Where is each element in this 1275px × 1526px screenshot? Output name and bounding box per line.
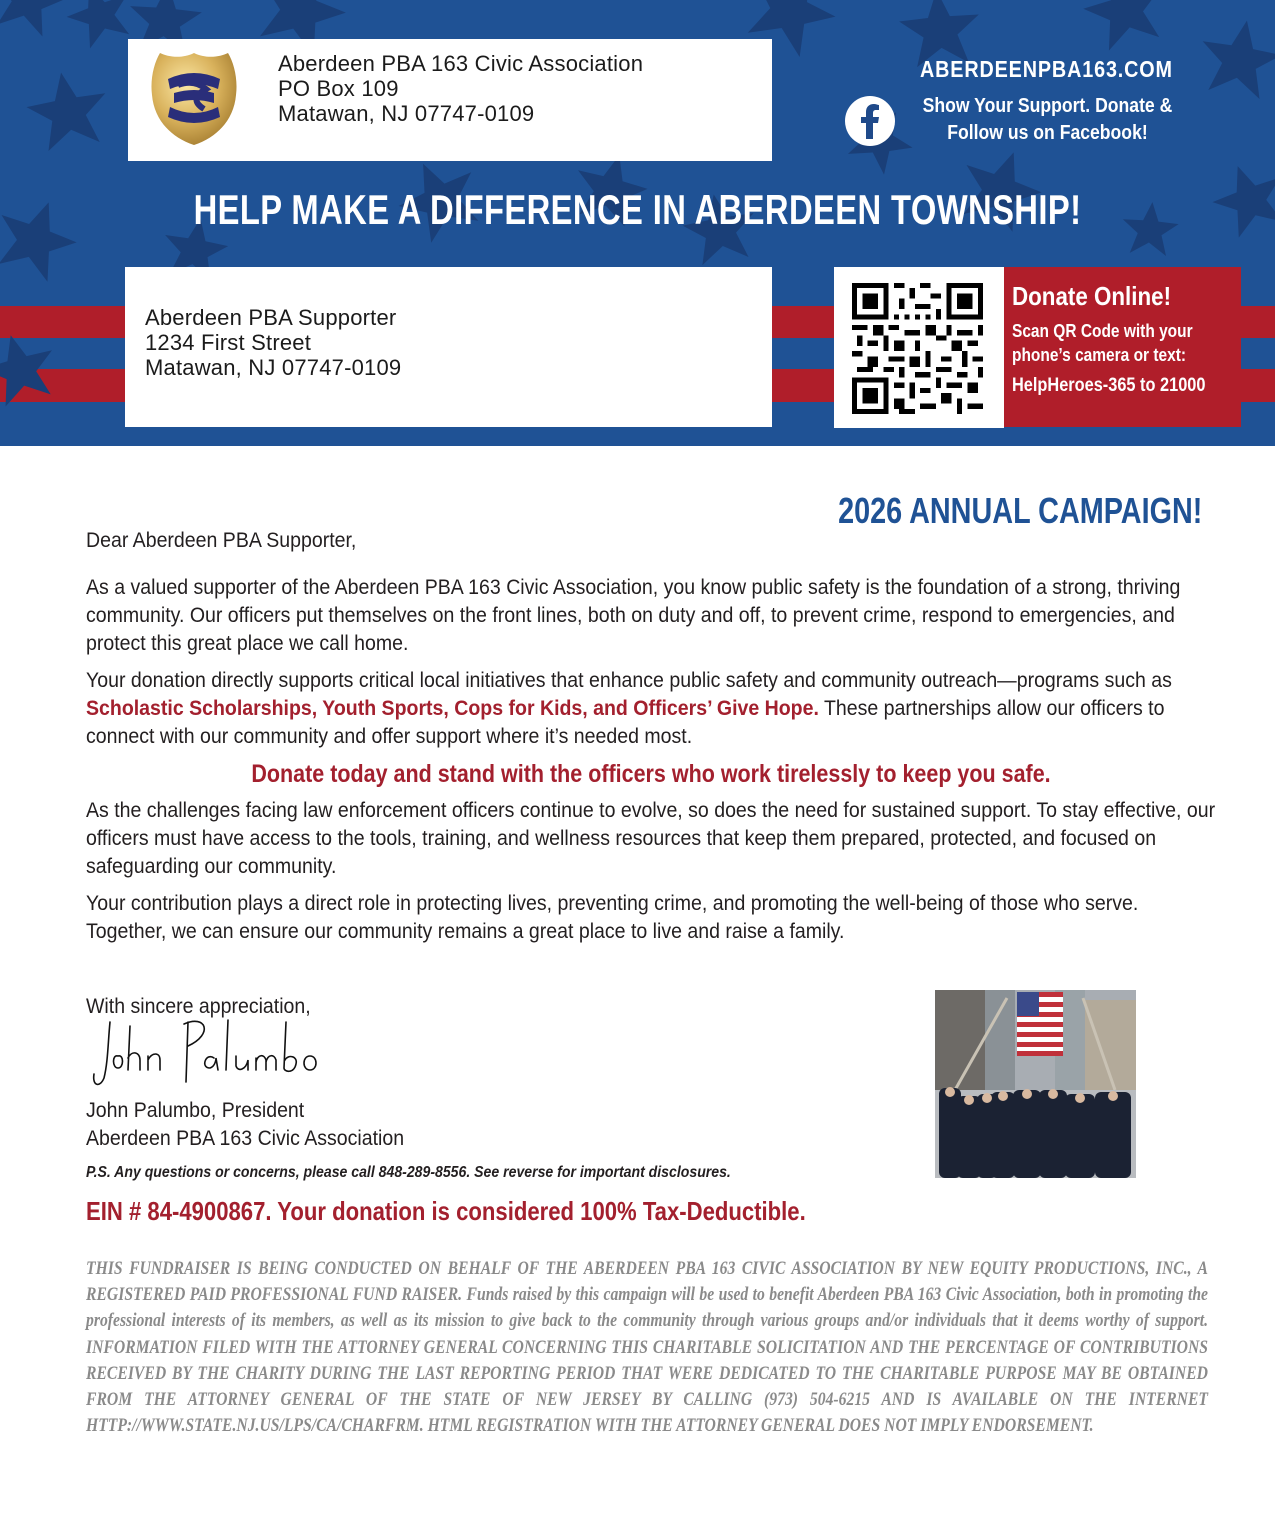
- ein-tax-notice: EIN # 84-4900867. Your donation is considered 100% Tax-Deductible.: [86, 1196, 806, 1226]
- paragraph-2-outro: These partnerships allow our officers to connect with our community and offer support where it’s needed most.: [86, 697, 1165, 748]
- return-address-line1: Aberdeen PBA 163 Civic Association: [278, 51, 644, 76]
- facebook-cta-line1: Show Your Support. Donate &: [922, 95, 1173, 117]
- text-to-donate-code: HelpHeroes-365 to 21000: [1012, 375, 1206, 396]
- american-flag-icon: [1017, 992, 1063, 1056]
- signer-name: John Palumbo, President: [86, 1099, 305, 1122]
- recipient-address-line1: Aberdeen PBA Supporter: [145, 305, 397, 330]
- paragraph-2: [86, 667, 1216, 751]
- salutation: Dear Aberdeen PBA Supporter,: [86, 529, 357, 552]
- recipient-address-box: [125, 267, 772, 427]
- officers-with-flag-photo: [935, 990, 1136, 1178]
- facebook-icon[interactable]: [842, 93, 898, 149]
- letter-body: [86, 527, 1216, 955]
- legal-disclosure: THIS FUNDRAISER IS BEING CONDUCTED ON BEHALF OF THE ABERDEEN PBA 163 CIVIC ASSOCIATION BY NEW EQUITY PRODUCTIONS, INC., A REGISTERED PAID PROFESSIONAL FUND RAISER. Funds raised by this campaign will be used to benefit Aberdeen PBA 163 Civic Association, both in promoting the professional interests of its members, as well as its mission to give back to the community through various groups and/or individuals that it deems worthy of support. INFORMATION FILED WITH THE ATTORNEY GENERAL CONCERNING THIS CHARITABLE SOLICITATION AND THE PERCENTAGE OF CONTRIBUTIONS RECEIVED BY THE CHARITY DURING THE LAST REPORTING PERIOD THAT WERE DEDICATED TO THE CHARITABLE PURPOSE MAY BE OBTAINED FROM THE ATTORNEY GENERAL OF THE STATE OF NEW JERSEY BY CALLING (973) 504-6215 AND IS AVAILABLE ON THE INTERNET HTTP://WWW.STATE.NJ.US/LPS/CA/CHARFRM. HTML REGISTRATION WITH THE ATTORNEY GENERAL DOES NOT IMPLY ENDORSEMENT.: [86, 1258, 1208, 1437]
- website-link[interactable]: ABERDEENPBA163.COM: [920, 56, 1173, 82]
- signature-image: [88, 1012, 328, 1092]
- qr-code-icon[interactable]: [852, 283, 983, 414]
- return-address: [278, 51, 643, 126]
- return-address-box: [128, 39, 772, 161]
- paragraph-2-intro: Your donation directly supports critical local initiatives that enhance public safety and community outreach—programs such as: [86, 669, 1172, 692]
- pba-badge-logo-icon: [148, 49, 240, 149]
- programs-highlight: Scholastic Scholarships, Youth Sports, Cops for Kids, and Officers’ Give Hope.: [86, 697, 819, 720]
- postscript: P.S. Any questions or concerns, please call 848-289-8556. See reverse for important disclosures.: [86, 1164, 731, 1181]
- donate-online-title: Donate Online!: [1012, 281, 1172, 311]
- return-address-line2: PO Box 109: [278, 76, 399, 101]
- paragraph-4: Your contribution plays a direct role in protecting lives, preventing crime, and promoting the well-being of those who serve. Together, we can ensure our community remains a great place to live and raise a family.: [86, 892, 1139, 943]
- closing: With sincere appreciation,: [86, 995, 311, 1018]
- return-address-line3: Matawan, NJ 07747-0109: [278, 101, 535, 126]
- donate-online-panel[interactable]: [1004, 267, 1241, 427]
- paragraph-3: As the challenges facing law enforcement officers continue to evolve, so does the need for sustained support. To stay effective, our officers must have access to the tools, training, and wellness resources that keep them prepared, protected, and focused on safeguarding our community.: [86, 799, 1216, 878]
- signer-organization: Aberdeen PBA 163 Civic Association: [86, 1127, 405, 1150]
- facebook-cta-line2: Follow us on Facebook!: [947, 122, 1148, 144]
- header-banner: [0, 0, 1275, 446]
- donate-instructions-line2: phone’s camera or text:: [1012, 345, 1187, 365]
- recipient-address: [145, 305, 401, 380]
- recipient-address-line3: Matawan, NJ 07747-0109: [145, 355, 402, 380]
- facebook-cta[interactable]: [918, 93, 1178, 147]
- headline: HELP MAKE A DIFFERENCE IN ABERDEEN TOWNSHIP!: [193, 186, 1082, 233]
- campaign-title: 2026 ANNUAL CAMPAIGN!: [837, 490, 1202, 531]
- donate-callout: Donate today and stand with the officers who work tirelessly to keep you safe.: [251, 760, 1051, 788]
- qr-code-box[interactable]: [834, 267, 1004, 428]
- donate-instructions-line1: Scan QR Code with your: [1012, 321, 1193, 341]
- paragraph-1: As a valued supporter of the Aberdeen PBA 163 Civic Association, you know public safety is the foundation of a strong, thriving community. Our officers put themselves on the front lines, both on duty and off, to prevent crime, respond to emergencies, and protect this great place we call home.: [86, 576, 1181, 655]
- signer-block: [86, 1097, 404, 1153]
- recipient-address-line2: 1234 First Street: [145, 330, 312, 355]
- donate-instructions: [1012, 319, 1193, 367]
